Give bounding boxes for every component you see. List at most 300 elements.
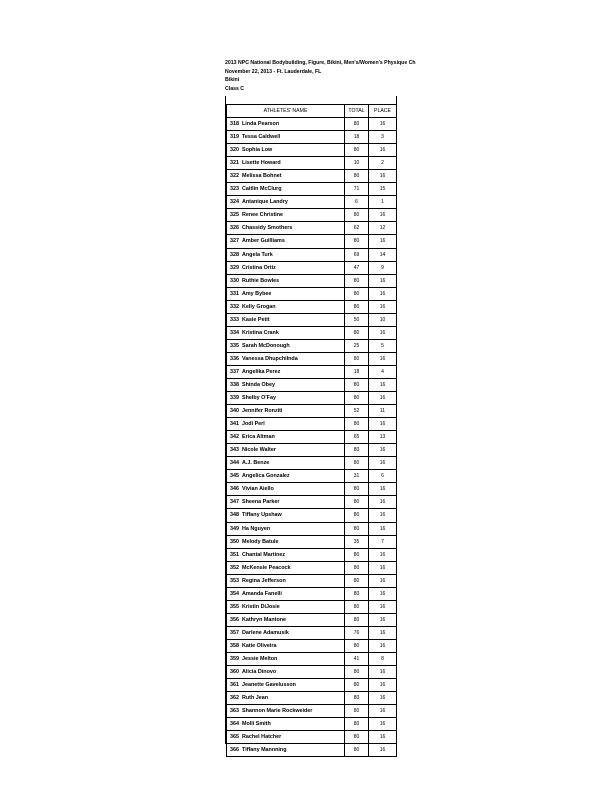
athlete-cell <box>227 509 345 522</box>
place-cell: 16 <box>369 731 397 744</box>
athlete-name: Chantal Martinez <box>242 551 286 558</box>
athlete-number: 351 <box>230 551 239 558</box>
document-header <box>225 59 416 93</box>
athlete-name: Ha Nguyen <box>242 525 271 532</box>
table-row <box>227 287 397 300</box>
athlete-name: Alicia Dinovo <box>242 669 277 676</box>
table-row <box>227 718 397 731</box>
athlete-cell <box>227 457 345 470</box>
athlete-cell <box>227 235 345 248</box>
total-cell: 65 <box>345 431 369 444</box>
athlete-number: 346 <box>230 486 239 493</box>
athlete-name: Cristina Ortiz <box>242 264 276 271</box>
athlete-number: 365 <box>230 734 239 741</box>
place-cell: 16 <box>369 444 397 457</box>
total-cell: 80 <box>345 287 369 300</box>
total-cell: 69 <box>345 248 369 261</box>
athlete-number: 318 <box>230 121 239 128</box>
athlete-number: 336 <box>230 355 239 362</box>
athlete-number: 352 <box>230 564 239 571</box>
athlete-cell <box>227 287 345 300</box>
table-row <box>227 587 397 600</box>
athlete-cell <box>227 496 345 509</box>
athlete-number: 348 <box>230 512 239 519</box>
place-cell: 2 <box>369 157 397 170</box>
athlete-cell <box>227 131 345 144</box>
athlete-number: 339 <box>230 395 239 402</box>
place-cell: 16 <box>369 522 397 535</box>
table-row <box>227 666 397 679</box>
athlete-name: Shelby O'Fay <box>242 395 276 402</box>
column-header-place: PLACE <box>369 105 397 118</box>
place-cell: 16 <box>369 118 397 131</box>
division-name: Bikini <box>225 77 240 84</box>
athlete-cell <box>227 405 345 418</box>
place-cell: 16 <box>369 666 397 679</box>
athlete-number: 361 <box>230 682 239 689</box>
total-cell: 62 <box>345 222 369 235</box>
total-cell: 80 <box>345 692 369 705</box>
athlete-cell <box>227 248 345 261</box>
total-cell: 80 <box>345 731 369 744</box>
athlete-number: 355 <box>230 603 239 610</box>
table-row <box>227 378 397 391</box>
place-cell: 16 <box>369 679 397 692</box>
table-row <box>227 692 397 705</box>
athlete-number: 342 <box>230 434 239 441</box>
athlete-name: Kristin DiJosie <box>242 603 280 610</box>
class-name: Class C <box>225 85 245 92</box>
athlete-number: 350 <box>230 538 239 545</box>
athlete-cell <box>227 444 345 457</box>
table-row <box>227 118 397 131</box>
place-cell: 16 <box>369 587 397 600</box>
total-cell: 76 <box>345 626 369 639</box>
athlete-cell <box>227 261 345 274</box>
athlete-name: Jessie Melton <box>242 655 278 662</box>
total-cell: 10 <box>345 157 369 170</box>
total-cell: 18 <box>345 131 369 144</box>
athlete-cell <box>227 222 345 235</box>
total-cell: 80 <box>345 392 369 405</box>
total-cell: 80 <box>345 496 369 509</box>
athlete-name: Caitlin McClurg <box>242 186 282 193</box>
place-cell: 9 <box>369 261 397 274</box>
place-cell: 16 <box>369 744 397 757</box>
table-row <box>227 196 397 209</box>
athlete-name: Erica Altman <box>242 434 275 441</box>
place-cell: 13 <box>369 431 397 444</box>
athlete-name: Ruth Jean <box>242 695 269 702</box>
athlete-number: 349 <box>230 525 239 532</box>
place-cell: 16 <box>369 326 397 339</box>
table-row <box>227 300 397 313</box>
place-cell: 16 <box>369 613 397 626</box>
athlete-number: 362 <box>230 695 239 702</box>
athlete-number: 321 <box>230 160 239 167</box>
athlete-name: Darlene Adamusik <box>242 629 289 636</box>
table-row <box>227 313 397 326</box>
place-cell: 4 <box>369 365 397 378</box>
athlete-cell <box>227 561 345 574</box>
athlete-number: 356 <box>230 616 239 623</box>
place-cell: 16 <box>369 496 397 509</box>
place-cell: 16 <box>369 287 397 300</box>
athlete-number: 333 <box>230 316 239 323</box>
athlete-cell <box>227 483 345 496</box>
total-cell: 80 <box>345 444 369 457</box>
table-row <box>227 613 397 626</box>
athlete-name: Amber Guilliams <box>242 238 285 245</box>
total-cell: 80 <box>345 600 369 613</box>
athlete-name: Shinda Obey <box>242 382 275 388</box>
total-cell: 80 <box>345 679 369 692</box>
place-cell: 16 <box>369 144 397 157</box>
table-header-row <box>227 105 397 118</box>
athlete-name: Jodi Perl <box>242 421 265 428</box>
athlete-number: 332 <box>230 303 239 310</box>
athlete-name: Rachel Hatcher <box>242 734 282 741</box>
total-cell: 80 <box>345 522 369 535</box>
athlete-number: 320 <box>230 147 239 154</box>
total-cell: 71 <box>345 183 369 196</box>
table-row <box>227 222 397 235</box>
place-cell: 16 <box>369 392 397 405</box>
place-cell: 16 <box>369 509 397 522</box>
athlete-number: 325 <box>230 212 239 219</box>
athlete-name: Lisette Howard <box>242 160 281 167</box>
total-cell: 80 <box>345 574 369 587</box>
athlete-name: Angelika Perez <box>242 368 281 375</box>
total-cell: 52 <box>345 405 369 418</box>
athlete-number: 337 <box>230 368 239 375</box>
place-cell: 16 <box>369 483 397 496</box>
total-cell: 80 <box>345 274 369 287</box>
total-cell: 41 <box>345 652 369 665</box>
total-cell: 80 <box>345 561 369 574</box>
event-date-location: November 22, 2013 - Ft. Lauderdale, FL <box>225 68 322 75</box>
athlete-cell <box>227 666 345 679</box>
athlete-cell <box>227 639 345 652</box>
table-row <box>227 679 397 692</box>
athlete-name: Jeanette Gavelusson <box>242 682 296 689</box>
athlete-name: Melissa Bohnet <box>242 173 282 180</box>
table-row <box>227 496 397 509</box>
athlete-name: Chassidy Smothers <box>242 225 293 232</box>
athlete-cell <box>227 144 345 157</box>
athlete-name: Tiffany Mannning <box>242 747 287 754</box>
table-row <box>227 522 397 535</box>
table-row <box>227 405 397 418</box>
total-cell: 80 <box>345 639 369 652</box>
athlete-cell <box>227 352 345 365</box>
table-row <box>227 326 397 339</box>
table-row <box>227 209 397 222</box>
athlete-cell <box>227 522 345 535</box>
athlete-name: Regina Jefferson <box>242 577 286 584</box>
athlete-name: Vanessa Dhupchilnda <box>242 355 298 362</box>
table-row <box>227 509 397 522</box>
table-row <box>227 431 397 444</box>
total-cell: 80 <box>345 548 369 561</box>
total-cell: 6 <box>345 196 369 209</box>
total-cell: 80 <box>345 613 369 626</box>
table-row <box>227 652 397 665</box>
total-cell: 80 <box>345 235 369 248</box>
athlete-number: 354 <box>230 590 239 597</box>
athlete-name: Sophia Low <box>242 147 273 154</box>
place-cell: 1 <box>369 196 397 209</box>
athlete-name: Renee Christine <box>242 212 284 219</box>
athlete-cell <box>227 613 345 626</box>
athlete-cell <box>227 365 345 378</box>
table-row <box>227 444 397 457</box>
athlete-number: 359 <box>230 655 239 662</box>
athlete-number: 334 <box>230 329 239 336</box>
athlete-number: 364 <box>230 721 239 728</box>
athlete-name: A.J. Benze <box>242 460 270 467</box>
results-panel <box>225 96 397 754</box>
athlete-number: 335 <box>230 342 239 349</box>
athlete-name: Sheena Parker <box>242 499 280 506</box>
place-cell: 11 <box>369 405 397 418</box>
total-cell: 80 <box>345 144 369 157</box>
place-cell: 10 <box>369 313 397 326</box>
table-row <box>227 157 397 170</box>
athlete-cell <box>227 548 345 561</box>
athlete-cell <box>227 587 345 600</box>
table-row <box>227 274 397 287</box>
athlete-name: Amanda Fanelli <box>242 590 282 597</box>
athlete-cell <box>227 313 345 326</box>
place-cell: 16 <box>369 718 397 731</box>
athlete-cell <box>227 574 345 587</box>
athlete-number: 340 <box>230 408 239 415</box>
athlete-name: Nicole Walter <box>242 447 276 454</box>
athlete-cell <box>227 692 345 705</box>
athlete-cell <box>227 392 345 405</box>
total-cell: 50 <box>345 313 369 326</box>
athlete-cell <box>227 431 345 444</box>
athlete-number: 324 <box>230 199 239 206</box>
place-cell: 16 <box>369 692 397 705</box>
athlete-name: Angelica Gonzalez <box>242 473 290 480</box>
athlete-name: Molli Smith <box>242 721 271 728</box>
total-cell: 35 <box>345 535 369 548</box>
table-row <box>227 248 397 261</box>
athlete-cell <box>227 274 345 287</box>
athlete-name: Tiffany Upshaw <box>242 512 282 519</box>
total-cell: 80 <box>345 587 369 600</box>
place-cell: 8 <box>369 652 397 665</box>
athlete-number: 319 <box>230 134 239 141</box>
table-row <box>227 352 397 365</box>
athlete-name: Sarah McDonough <box>242 342 290 349</box>
athlete-cell <box>227 339 345 352</box>
table-row <box>227 731 397 744</box>
table-row <box>227 457 397 470</box>
total-cell: 80 <box>345 666 369 679</box>
place-cell: 7 <box>369 535 397 548</box>
total-cell: 80 <box>345 352 369 365</box>
athlete-name: Antanique Landry <box>242 199 288 206</box>
athlete-number: 323 <box>230 186 239 193</box>
athlete-name: Jennifer Ronziti <box>242 408 283 415</box>
table-row <box>227 418 397 431</box>
athlete-name: Angela Turk <box>242 251 273 258</box>
athlete-number: 341 <box>230 421 239 428</box>
athlete-number: 331 <box>230 290 239 297</box>
athlete-number: 347 <box>230 499 239 506</box>
table-row <box>227 170 397 183</box>
table-row <box>227 626 397 639</box>
results-table <box>226 104 397 757</box>
table-row <box>227 639 397 652</box>
athlete-name: Kelly Grogan <box>242 303 276 310</box>
total-cell: 80 <box>345 300 369 313</box>
place-cell: 3 <box>369 131 397 144</box>
athlete-number: 345 <box>230 473 239 480</box>
athlete-name: Katie Oliveira <box>242 642 277 649</box>
table-row <box>227 548 397 561</box>
table-row <box>227 235 397 248</box>
total-cell: 80 <box>345 418 369 431</box>
table-row <box>227 483 397 496</box>
athlete-cell <box>227 731 345 744</box>
athlete-number: 343 <box>230 447 239 454</box>
athlete-cell <box>227 718 345 731</box>
place-cell: 16 <box>369 626 397 639</box>
athlete-name: Vivian Aiello <box>242 486 274 493</box>
athlete-number: 338 <box>230 382 239 388</box>
athlete-cell <box>227 157 345 170</box>
place-cell: 14 <box>369 248 397 261</box>
athlete-cell <box>227 326 345 339</box>
athlete-number: 326 <box>230 225 239 232</box>
place-cell: 16 <box>369 705 397 718</box>
athlete-name: Linda Pearson <box>242 121 280 128</box>
total-cell: 80 <box>345 705 369 718</box>
total-cell: 80 <box>345 483 369 496</box>
athlete-cell <box>227 118 345 131</box>
total-cell: 80 <box>345 718 369 731</box>
athlete-number: 363 <box>230 708 239 715</box>
place-cell: 16 <box>369 548 397 561</box>
athlete-cell <box>227 183 345 196</box>
table-row <box>227 705 397 718</box>
table-row <box>227 131 397 144</box>
athlete-name: Kathryn Mantone <box>242 616 287 623</box>
table-row <box>227 365 397 378</box>
table-row <box>227 470 397 483</box>
table-row <box>227 744 397 757</box>
event-title: 2013 NPC National Bodybuilding, Figure, Bikini, Men's/Women's Physique Ch <box>225 60 416 66</box>
total-cell: 80 <box>345 457 369 470</box>
athlete-number: 330 <box>230 277 239 284</box>
athlete-number: 357 <box>230 629 239 636</box>
total-cell: 80 <box>345 509 369 522</box>
place-cell: 16 <box>369 378 397 391</box>
athlete-name: Ruthie Bowles <box>242 277 280 284</box>
total-cell: 80 <box>345 170 369 183</box>
place-cell: 16 <box>369 235 397 248</box>
total-cell: 80 <box>345 326 369 339</box>
table-row <box>227 183 397 196</box>
place-cell: 5 <box>369 339 397 352</box>
total-cell: 80 <box>345 118 369 131</box>
athlete-number: 329 <box>230 264 239 271</box>
total-cell: 80 <box>345 209 369 222</box>
athlete-name: McKensie Peacock <box>242 564 291 571</box>
athlete-number: 366 <box>230 747 239 754</box>
athlete-number: 360 <box>230 669 239 676</box>
place-cell: 16 <box>369 574 397 587</box>
athlete-cell <box>227 418 345 431</box>
place-cell: 16 <box>369 600 397 613</box>
column-header-name: ATHLETES' NAME <box>227 105 345 118</box>
place-cell: 16 <box>369 209 397 222</box>
athlete-cell <box>227 744 345 757</box>
athlete-name: Melody Batule <box>242 538 279 545</box>
athlete-cell <box>227 196 345 209</box>
total-cell: 47 <box>345 261 369 274</box>
athlete-cell <box>227 652 345 665</box>
athlete-cell <box>227 535 345 548</box>
place-cell: 6 <box>369 470 397 483</box>
athlete-name: Tessa Caldwell <box>242 134 281 141</box>
total-cell: 31 <box>345 470 369 483</box>
total-cell: 18 <box>345 365 369 378</box>
athlete-cell <box>227 600 345 613</box>
column-header-total: TOTAL <box>345 105 369 118</box>
place-cell: 16 <box>369 274 397 287</box>
place-cell: 15 <box>369 183 397 196</box>
athlete-name: Shannon Marie Rockweider <box>242 708 313 715</box>
results-body <box>227 118 397 757</box>
athlete-number: 353 <box>230 577 239 584</box>
athlete-number: 322 <box>230 173 239 180</box>
athlete-name: Kristina Crank <box>242 329 279 336</box>
total-cell: 80 <box>345 744 369 757</box>
table-row <box>227 144 397 157</box>
athlete-name: Kasie Petit <box>242 316 270 323</box>
athlete-cell <box>227 705 345 718</box>
place-cell: 16 <box>369 170 397 183</box>
athlete-cell <box>227 470 345 483</box>
athlete-cell <box>227 679 345 692</box>
athlete-number: 358 <box>230 642 239 649</box>
place-cell: 16 <box>369 300 397 313</box>
table-row <box>227 339 397 352</box>
athlete-cell <box>227 209 345 222</box>
table-row <box>227 535 397 548</box>
table-row <box>227 574 397 587</box>
athlete-cell <box>227 626 345 639</box>
table-row <box>227 600 397 613</box>
place-cell: 16 <box>369 418 397 431</box>
athlete-cell <box>227 378 345 391</box>
place-cell: 12 <box>369 222 397 235</box>
table-row <box>227 261 397 274</box>
place-cell: 16 <box>369 561 397 574</box>
athlete-number: 327 <box>230 238 239 245</box>
total-cell: 80 <box>345 378 369 391</box>
place-cell: 16 <box>369 639 397 652</box>
athlete-number: 328 <box>230 251 239 258</box>
athlete-name: Amy Bybee <box>242 290 272 297</box>
table-row <box>227 392 397 405</box>
athlete-cell <box>227 170 345 183</box>
